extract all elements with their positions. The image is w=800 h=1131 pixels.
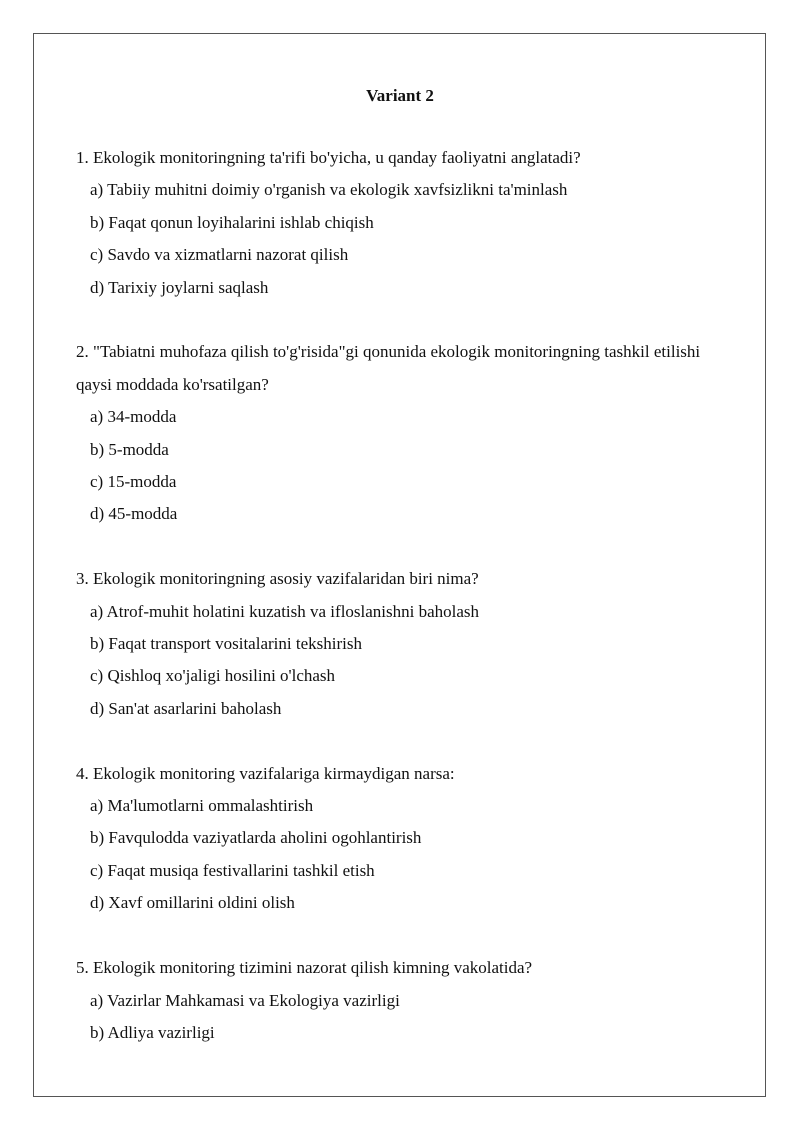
question-5 (76, 952, 726, 1049)
question-3 (76, 563, 726, 725)
question-2 (76, 336, 726, 530)
answer-options (76, 790, 726, 920)
question-text: 3. Ekologik monitoringning asosiy vazifalaridan biri nima? (76, 569, 479, 589)
answer-option: d) 45-modda (90, 504, 178, 524)
answer-option: b) 5-modda (90, 439, 169, 459)
answer-option: c) Savdo va xizmatlarni nazorat qilish (90, 245, 349, 265)
spacer (76, 304, 726, 336)
question-4 (76, 758, 726, 920)
answer-option: a) Tabiiy muhitni doimiy o'rganish va ekologik xavfsizlikni ta'minlash (90, 180, 568, 200)
answer-options (76, 596, 726, 726)
answer-option: b) Faqat qonun loyihalarini ishlab chiqish (90, 212, 374, 232)
answer-option: c) Qishloq xo'jaligi hosilini o'lchash (90, 666, 336, 686)
answer-option: a) Ma'lumotlarni ommalashtirish (90, 796, 314, 816)
question-1 (76, 142, 726, 304)
answer-option: c) Faqat musiqa festivallarini tashkil etish (90, 860, 375, 880)
answer-option: c) 15-modda (90, 472, 177, 492)
answer-option: b) Favqulodda vaziyatlarda aholini ogohlantirish (90, 828, 422, 848)
answer-option: b) Adliya vazirligi (90, 1022, 215, 1042)
answer-option: a) 34-modda (90, 407, 177, 427)
question-text: 4. Ekologik monitoring vazifalariga kirmaydigan narsa: (76, 763, 455, 783)
spacer (76, 531, 726, 563)
page-title: Variant 2 (366, 86, 434, 105)
question-list (76, 142, 726, 1049)
question-text: 1. Ekologik monitoringning ta'rifi bo'yicha, u qanday faoliyatni anglatadi? (76, 148, 581, 167)
answer-option: d) San'at asarlarini baholash (90, 698, 282, 718)
spacer (76, 920, 726, 952)
spacer (76, 725, 726, 757)
question-text: 2. "Tabiatni muhofaza qilish to'g'risida"gi qonunida ekologik monitoringning tashkil etilishi qaysi moddada ko'rsatilgan? (76, 342, 701, 394)
answer-option: d) Xavf omillarini oldini olish (90, 893, 295, 913)
answer-option: d) Tarixiy joylarni saqlash (90, 277, 269, 297)
question-text: 5. Ekologik monitoring tizimini nazorat qilish kimning vakolatida? (76, 958, 533, 978)
answer-options (76, 985, 726, 1050)
answer-option: a) Atrof-muhit holatini kuzatish va ifloslanishni baholash (90, 601, 480, 621)
answer-options (76, 174, 726, 304)
answer-option: a) Vazirlar Mahkamasi va Ekologiya vazirligi (90, 990, 400, 1010)
answer-option: b) Faqat transport vositalarini tekshirish (90, 634, 362, 654)
answer-options (76, 401, 726, 531)
